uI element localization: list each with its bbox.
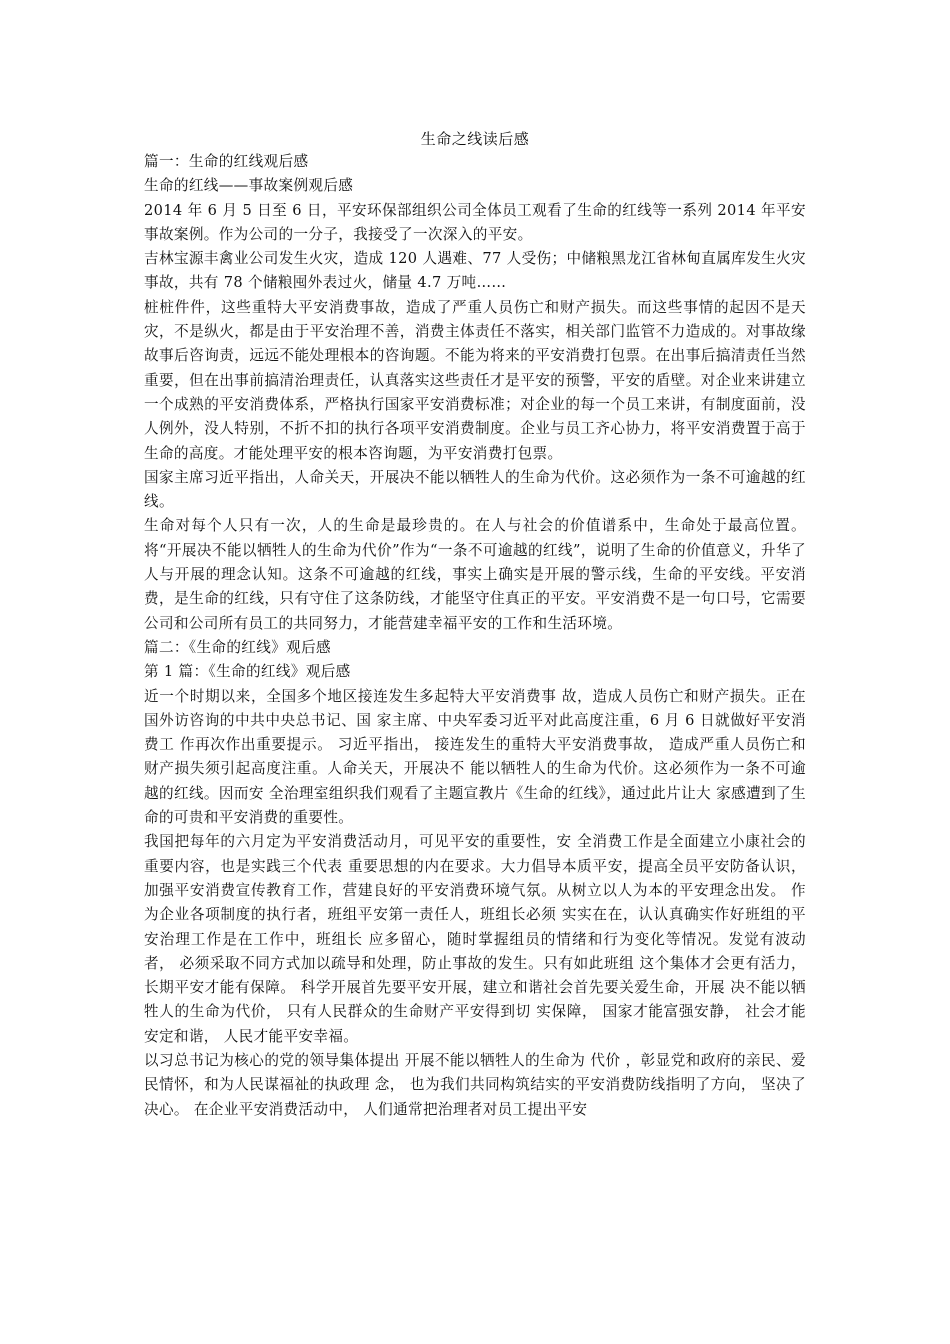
paragraph: 以习总书记为核心的党的领导集体提出 开展不能以牺牲人的生命为 代价 ，彰显党和政府的亲民、爱民情怀，和为人民谋福祉的执政理 念， 也为我们共同构筑结实的平安消费防线指明了方向， 坚决了决心。 在企业平安消费活动中， 人们通常把治理者对员工提出平安 bbox=[144, 1051, 806, 1118]
section-heading: 篇一：生命的红线观后感 bbox=[144, 153, 309, 170]
section-heading: 篇二：《生命的红线》观后感 bbox=[144, 638, 331, 656]
paragraph: 近一个时期以来，全国多个地区接连发生多起特大平安消费事 故，造成人员伤亡和财产损失。正在国外访咨询的中共中央总书记、国 家主席、中央军委习近平对此高度注重，6 月 6 日就做好平安消费工 作再次作出重要提示。 习近平指出， 接连发生的重特大平安消费事故， 造成严重人员伤亡和财产损失须引起高度注重。人命关天，开展决不 能以牺牲人的生命为代价。这必须作为一条不可逾越的红线。因而安 全治理室组织我们观看了主题宣教片《生命的红线》，通过此片让大 家感遭到了生命的可贵和平安消费的重要性。 bbox=[144, 687, 806, 827]
paragraph: 吉林宝源丰禽业公司发生火灾，造成 120 人遇难、77 人受伤；中储粮黑龙江省林甸直属库发生火灾事故，共有 78 个储粮囤外表过火，储量 4.7 万吨…… bbox=[144, 250, 806, 292]
subheading: 生命的红线——事故案例观后感 bbox=[144, 177, 354, 195]
paragraph: 我国把每年的六月定为平安消费活动月，可见平安的重要性，安 全消费工作是全面建立小康社会的重要内容，也是实践三个代表 重要思想的内在要求。大力倡导本质平安，提高全员平安防备认识， 加强平安消费宣传教育工作，营建良好的平安消费环境气氛。从树立以人为本的平安理念出发。 作为企业各项制度的执行者，班组平安第一责任人，班组长必须 实实在在，认认真确实作好班组的平安治理工作是在工作中，班组长 应多留心，随时掌握组员的情绪和行为变化等情况。发觉有波动者， 必须采取不同方式加以疏导和处理，防止事故的发生。只有如此班组 这个集体才会更有活力，长期平安才能有保障。 科学开展首先要平安开展，建立和谐社会首先要关爱生命，开展 决不能以牺牲人的生命为代价， 只有人民群众的生命财产平安得到切 实保障， 国家才能富强安静， 社会才能安定和谐， 人民才能平安幸福。 bbox=[144, 833, 806, 1045]
paragraph: 生命对每个人只有一次，人的生命是最珍贵的。在人与社会的价值谱系中，生命处于最高位置。将“开展决不能以牺牲人的生命为代价”作为“一条不可逾越的红线”，说明了生命的价值意义，升华了人与开展的理念认知。这条不可逾越的红线，事实上确实是开展的警示线，生命的平安线。平安消费，是生命的红线，只有守住了这条防线，才能坚守住真正的平安。平安消费不是一句口号，它需要公司和公司所有员工的共同努力，才能营建幸福平安的工作和生活环境。 bbox=[144, 517, 806, 632]
paragraph: 2014 年 6 月 5 日至 6 日，平安环保部组织公司全体员工观看了生命的红线等一系列 2014 年平安事故案例。作为公司的一分子，我接受了一次深入的平安。 bbox=[144, 201, 806, 243]
subheading: 第 1 篇：《生命的红线》观后感 bbox=[144, 663, 351, 681]
paragraph: 桩桩件件，这些重特大平安消费事故，造成了严重人员伤亡和财产损失。而这些事情的起因不是天灾，不是纵火，都是由于平安治理不善，消费主体责任不落实，相关部门监管不力造成的。对事故缘故事后咨询责，远远不能处理根本的咨询题。不能为将来的平安消费打包票。在出事后搞清责任当然重要，但在出事前搞清治理责任，认真落实这些责任才是平安的预警，平安的盾壁。对企业来讲建立一个成熟的平安消费体系，严格执行国家平安消费标准；对企业的每一个员工来讲，有制度面前，没人例外，没人特别，不折不扣的执行各项平安消费制度。企业与员工齐心协力，将平安消费置于高于生命的高度。才能处理平安的根本咨询题，为平安消费打包票。 bbox=[144, 298, 806, 462]
paragraph: 国家主席习近平指出，人命关天，开展决不能以牺牲人的生命为代价。这必须作为一条不可逾越的红线。 bbox=[144, 468, 806, 511]
document-body bbox=[144, 150, 806, 1122]
document-title: 生命之线读后感 bbox=[420, 130, 530, 148]
